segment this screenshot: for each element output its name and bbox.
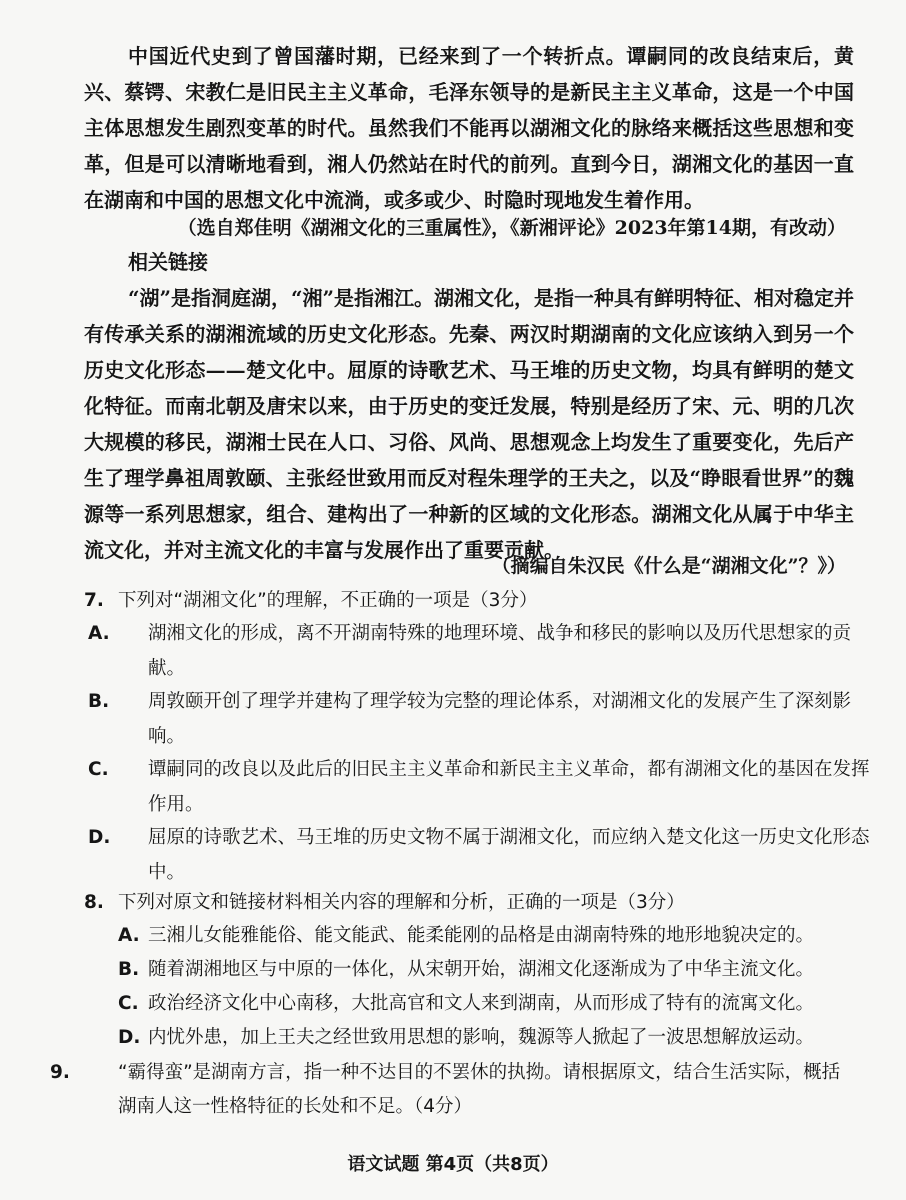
option-label: B. [88,691,110,712]
option-label: B. [118,959,140,980]
question-7-option-d [88,820,886,890]
option-text: 周敦颐开创了理学并建构了理学较为完整的理论体系，对湖湘文化的发展产生了深刻影响。 [148,691,852,747]
question-8-option-a [118,918,856,953]
question-8-option-c [118,986,856,1021]
question-number: 9. [50,1062,70,1083]
option-text: 内忧外患，加上王夫之经世致用思想的影响，魏源等人掀起了一波思想解放运动。 [148,1027,815,1048]
option-text: 政治经济文化中心南移，大批高官和文人来到湖南，从而形成了特有的流寓文化。 [148,993,815,1014]
question-7 [84,584,854,618]
option-text: 湖湘文化的形成，离不开湖南特殊的地理环境、战争和移民的影响以及历代思想家的贡献。 [148,623,852,679]
option-label: A. [118,925,140,946]
question-9 [50,1056,854,1124]
question-stem: “霸得蛮”是湖南方言，指一种不达目的不罢休的执拗。请根据原文，结合生活实际，概括湖南人这一性格特征的长处和不足。（4分） [118,1062,841,1117]
question-7-option-a [88,616,886,686]
question-number: 7. [84,590,104,611]
question-stem: 下列对“湖湘文化”的理解，不正确的一项是（3分） [118,590,538,611]
option-label: A. [88,623,110,644]
question-7-option-b [88,684,886,754]
question-stem: 下列对原文和链接材料相关内容的理解和分析，正确的一项是（3分） [118,892,685,913]
option-label: C. [88,759,109,780]
related-link-paragraph: “湖”是指洞庭湖，“湘”是指湘江。湖湘文化，是指一种具有鲜明特征、相对稳定并有传承关系的湖湘流域的历史文化形态。先秦、两汉时期湖南的文化应该纳入到另一个历史文化形态——楚文化中。屈原的诗歌艺术、马王堆的历史文物，均具有鲜明的楚文化特征。而南北朝及唐宋以来，由于历史的变迁发展，特别是经历了宋、元、明的几次大规模的移民，湖湘士民在人口、习俗、风尚、思想观念上均发生了重要变化，先后产生了理学鼻祖周敦颐、主张经世致用而反对程朱理学的王夫之，以及“睁眼看世界”的魏源等一系列思想家，组合、建构出了一种新的区域的文化形态。湖湘文化从属于中华主流文化，并对主流文化的丰富与发展作出了重要贡献。 [84,286,855,562]
option-text: 三湘儿女能雅能俗、能文能武、能柔能刚的品格是由湖南特殊的地形地貌决定的。 [148,925,815,946]
option-text: 随着湖湘地区与中原的一体化，从宋朝开始，湖湘文化逐渐成为了中华主流文化。 [148,959,815,980]
question-number: 8. [84,892,104,913]
passage-paragraph: 中国近代史到了曾国藩时期，已经来到了一个转折点。谭嗣同的改良结束后，黄兴、蔡锷、宋教仁是旧民主主义革命，毛泽东领导的是新民主主义革命，这是一个中国主体思想发生剧烈变革的时代。虽然我们不能再以湖湘文化的脉络来概括这些思想和变革，但是可以清晰地看到，湘人仍然站在时代的前列。直到今日，湖湘文化的基因一直在湖南和中国的思想文化中流淌，或多或少、时隐时现地发生着作用。 [84,44,854,212]
option-label: D. [88,827,111,848]
option-text: 屈原的诗歌艺术、马王堆的历史文物不属于湖湘文化，而应纳入楚文化这一历史文化形态中。 [148,827,870,883]
question-7-option-c [88,752,886,822]
question-8-option-d [118,1020,856,1055]
option-label: D. [118,1027,141,1048]
page-footer: 语文试题 第4页（共8页） [347,1154,559,1175]
option-label: C. [118,993,139,1014]
related-link-source: （摘编自朱汉民《什么是“湖湘文化”？》） [491,555,846,577]
option-text: 谭嗣同的改良以及此后的旧民主主义革命和新民主主义革命，都有湖湘文化的基因在发挥作用。 [148,759,870,815]
related-link-heading: 相关链接 [128,250,208,274]
passage-source: （选自郑佳明《湖湘文化的三重属性》，《新湘评论》2023年第14期，有改动） [177,217,846,239]
question-8 [84,886,854,920]
question-8-option-b [118,952,856,987]
